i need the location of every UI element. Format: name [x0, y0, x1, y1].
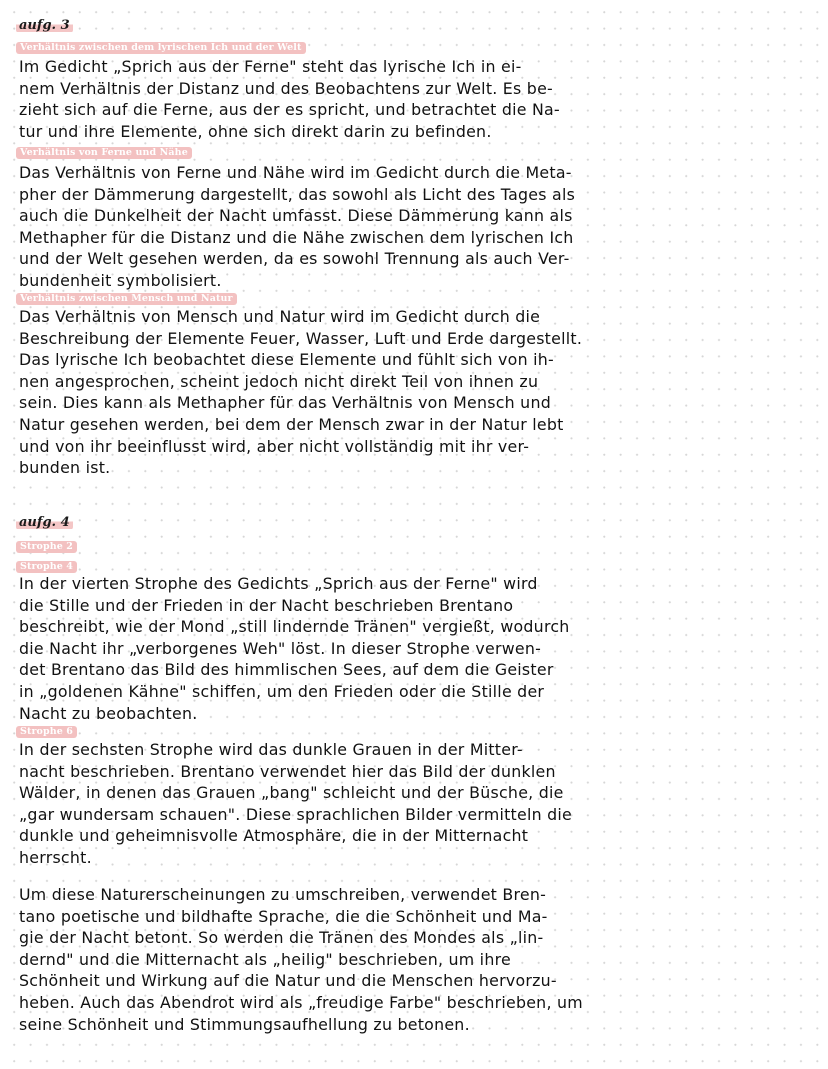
paragraph-strophe-4: In der vierten Strophe des Gedichts „Sprich aus der Ferne" wird die Stille und der Frieden in der Nacht beschrieben Brentano beschreibt, wie der Mond „still lindernde Tränen" vergießt, wodurch die Nacht ihr „verborgenes Weh" löst. In dieser Strophe verwen- det Brentano das Bild des himmlischen Sees, auf dem die Geister in „goldenen Kähne" schiffen, um den Frieden oder die Stille der Nacht zu beobachten. [19, 574, 570, 723]
paragraph-ich-welt: Im Gedicht „Sprich aus der Ferne" steht das lyrische Ich in ei- nem Verhältnis der Distanz und des Beobachtens zur Welt. Es be- zieht sich auf die Ferne, aus der es spricht, und betrachtet die Na- tur und ihre Elemente, ohne sich direkt darin zu befinden. [19, 57, 560, 141]
subheading-strophe-6: Strophe 6 [16, 726, 77, 738]
paragraph-mensch-natur: Das Verhältnis von Mensch und Natur wird im Gedicht durch die Beschreibung der Elemente Feuer, Wasser, Luft und Erde dargestellt. Das lyrische Ich beobachtet diese Elemente und fühlt sich von ih- nen angesprochen, scheint jedoch nicht direkt Teil von ihnen zu sein. Dies kann als Methapher für das Verhältnis von Mensch und Natur gesehen werden, bei dem der Mensch zwar in der Natur lebt und von ihr beeinflusst wird, aber nicht vollständig mit ihr ver- bunden ist. [19, 307, 583, 478]
paragraph-ferne-naehe: Das Verhältnis von Ferne und Nähe wird im Gedicht durch die Meta- pher der Dämmerung dargestellt, das sowohl als Licht des Tages als auch die Dunkelheit der Nacht umfasst. Diese Dämmerung kann als Methapher für die Distanz und die Nähe zwischen dem lyrischen Ich und der Welt gesehen werden, da es sowohl Trennung als auch Ver- bundenheit symbolisiert. [19, 163, 576, 290]
subheading-mensch-natur: Verhältnis zwischen Mensch und Natur [16, 293, 237, 305]
paragraph-conclusion: Um diese Naturerscheinungen zu umschreiben, verwendet Bren- tano poetische und bildhafte Sprache, die die Schönheit und Ma- gie der Nacht betont. So werden die Tränen des Mondes als „lin- dernd" und die Mitternacht als „heilig" beschrieben, um ihre Schönheit und Wirkung auf die Natur und die Menschen hervorzu- heben. Auch das Abendrot wird als „freudige Farbe" beschrieben, um seine Schönheit und Stimmungsaufhellung zu betonen. [19, 885, 583, 1034]
aufgabe-4-heading: aufg. 4 [16, 515, 73, 530]
subheading-ich-welt: Verhältnis zwischen dem lyrischen Ich und der Welt [16, 42, 306, 54]
subheading-ferne-naehe: Verhältnis von Ferne und Nähe [16, 147, 192, 159]
subheading-strophe-2: Strophe 2 [16, 541, 77, 553]
aufgabe-3-heading: aufg. 3 [16, 18, 73, 33]
paragraph-strophe-6: In der sechsten Strophe wird das dunkle Grauen in der Mitter- nacht beschrieben. Brentano verwendet hier das Bild der dunklen Wälder, in denen das Grauen „bang" schleicht und der Büsche, die „gar wundersam schauen". Diese sprachlichen Bilder vermitteln die dunkle und geheimnisvolle Atmosphäre, die in der Mitternacht herrscht. [19, 740, 573, 867]
subheading-strophe-4: Strophe 4 [16, 561, 77, 573]
